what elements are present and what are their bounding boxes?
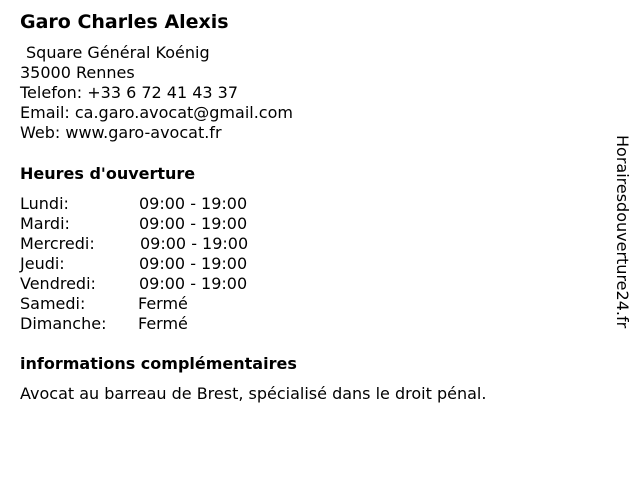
opening-hours-table [20,194,320,334]
time-value: 09:00 - 19:00 [139,254,248,273]
day-label: Samedi: [20,294,86,313]
hours-heading: Heures d'ouverture [20,164,196,183]
contact-block [20,43,293,143]
time-value: Fermé [138,314,188,333]
day-label: Jeudi: [20,254,65,273]
time-value: 09:00 - 19:00 [139,214,248,233]
day-label: Lundi: [20,194,69,213]
time-value: 09:00 - 19:00 [139,274,248,293]
time-value: 09:00 - 19:00 [139,194,248,213]
day-label: Dimanche: [20,314,107,333]
day-label: Vendredi: [20,274,96,293]
email-line: Email: ca.garo.avocat@gmail.com [20,103,293,122]
time-value: Fermé [138,294,188,313]
day-label: Mercredi: [20,234,95,253]
hours-row-monday [20,194,320,214]
street-address: Square Général Koénig [26,43,210,62]
business-name: Garo Charles Alexis [20,11,229,33]
additional-info-heading: informations complémentaires [20,354,297,373]
hours-row-sunday [20,314,320,334]
time-value: 09:00 - 19:00 [140,234,249,253]
city-postal: 35000 Rennes [20,63,135,82]
website-line: Web: www.garo-avocat.fr [20,123,222,142]
source-watermark: Horairesdouverture24.fr [613,135,632,329]
hours-row-friday [20,274,320,294]
hours-row-saturday [20,294,320,314]
additional-info-text: Avocat au barreau de Brest, spécialisé dans le droit pénal. [20,384,487,403]
day-label: Mardi: [20,214,70,233]
hours-row-thursday [20,254,320,274]
phone-line: Telefon: +33 6 72 41 43 37 [20,83,239,102]
hours-row-wednesday [20,234,320,254]
hours-row-tuesday [20,214,320,234]
